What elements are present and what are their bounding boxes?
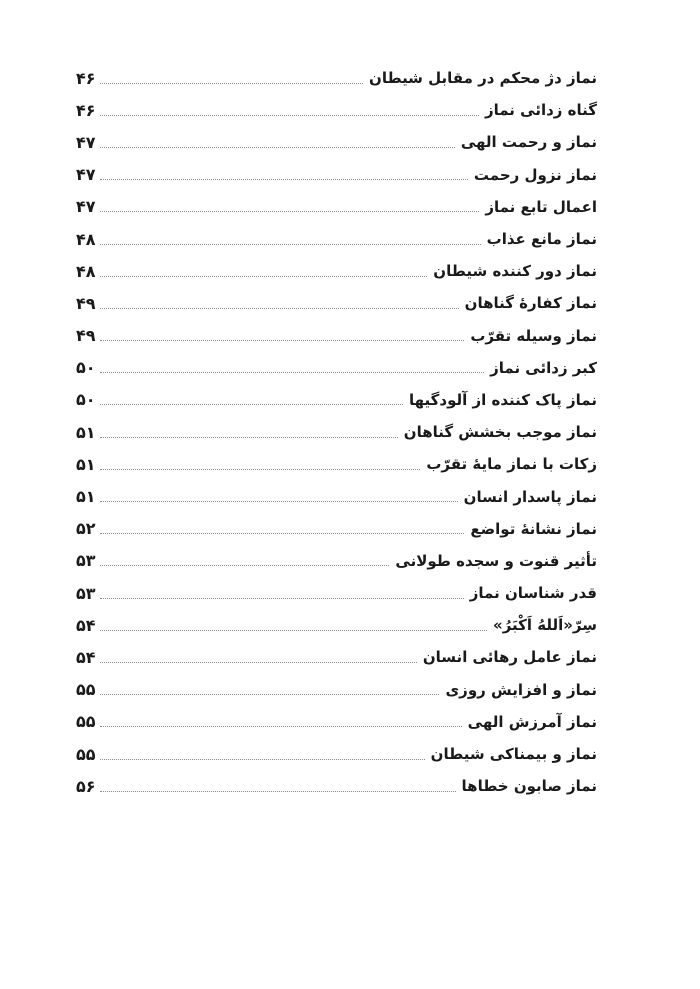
toc-entry-page: ۴۹ xyxy=(76,293,96,313)
dot-leader xyxy=(100,83,363,84)
toc-entry-page: ۴۶ xyxy=(76,100,96,120)
toc-entry-page: ۵۱ xyxy=(76,422,96,442)
toc-entry-title: نماز وسیله تقرّب xyxy=(470,326,597,345)
dot-leader xyxy=(100,437,398,438)
toc-entry-title: نماز نشانهٔ تواضع xyxy=(470,519,597,538)
toc-entry-page: ۵۴ xyxy=(76,647,96,667)
toc-entry-title: قدر شناسان نماز xyxy=(469,584,597,603)
dot-leader xyxy=(100,147,455,148)
toc-entry-title: نماز و افزایش روزی xyxy=(445,680,597,699)
toc-entry-title: نماز پاسدار انسان xyxy=(463,487,597,506)
dot-leader xyxy=(100,501,458,502)
toc-entry xyxy=(76,352,597,384)
toc-entry xyxy=(76,126,597,158)
toc-entry xyxy=(76,609,597,641)
dot-leader xyxy=(100,533,464,534)
toc-entry xyxy=(76,159,597,191)
toc-entry-page: ۵۶ xyxy=(76,776,96,796)
toc-entry-title: نماز عامل رهائی انسان xyxy=(422,648,597,667)
toc-entry xyxy=(76,320,597,352)
toc-entry xyxy=(76,706,597,738)
dot-leader xyxy=(100,759,425,760)
dot-leader xyxy=(100,598,464,599)
toc-entry-page: ۵۰ xyxy=(76,358,96,378)
dot-leader xyxy=(100,211,479,212)
toc-entry-title: نماز دژ محکم در مقابل شیطان xyxy=(369,69,597,88)
toc-entry xyxy=(76,287,597,319)
table-of-contents xyxy=(76,62,597,802)
toc-entry-title: اعمال تابع نماز xyxy=(485,197,597,216)
toc-entry-page: ۴۹ xyxy=(76,326,96,346)
toc-entry-title: نماز و بیمناکی شیطان xyxy=(430,745,597,764)
dot-leader xyxy=(100,694,439,695)
dot-leader xyxy=(100,308,459,309)
toc-entry-page: ۵۳ xyxy=(76,583,96,603)
toc-entry-title: زکات با نماز مایهٔ تقرّب xyxy=(426,455,597,474)
dot-leader xyxy=(100,726,462,727)
toc-entry-page: ۵۱ xyxy=(76,487,96,507)
toc-entry-title: نماز موجب بخشش گناهان xyxy=(403,423,597,442)
toc-entry xyxy=(76,62,597,94)
dot-leader xyxy=(100,662,417,663)
toc-entry-page: ۴۸ xyxy=(76,229,96,249)
toc-entry-page: ۴۸ xyxy=(76,261,96,281)
toc-entry-page: ۴۷ xyxy=(76,132,96,152)
toc-entry xyxy=(76,384,597,416)
toc-entry-page: ۵۱ xyxy=(76,454,96,474)
dot-leader xyxy=(100,469,420,470)
dot-leader xyxy=(100,179,468,180)
toc-entry xyxy=(76,223,597,255)
toc-entry xyxy=(76,416,597,448)
dot-leader xyxy=(100,404,403,405)
toc-entry xyxy=(76,255,597,287)
toc-entry-page: ۵۵ xyxy=(76,680,96,700)
toc-entry-page: ۵۰ xyxy=(76,390,96,410)
toc-entry xyxy=(76,674,597,706)
toc-entry-page: ۴۷ xyxy=(76,197,96,217)
toc-entry-title: سِرّ«اَللهُ اَکْبَرُ» xyxy=(493,616,597,635)
toc-entry-page: ۵۴ xyxy=(76,615,96,635)
toc-entry-title: کبر زدائی نماز xyxy=(490,358,597,377)
dot-leader xyxy=(100,791,456,792)
toc-entry xyxy=(76,641,597,673)
toc-entry xyxy=(76,738,597,770)
toc-entry xyxy=(76,545,597,577)
dot-leader xyxy=(100,630,487,631)
dot-leader xyxy=(100,115,479,116)
dot-leader xyxy=(100,276,427,277)
toc-entry-title: نماز کفارهٔ گناهان xyxy=(464,294,597,313)
toc-entry-page: ۴۷ xyxy=(76,165,96,185)
toc-entry-title: نماز دور کننده شیطان xyxy=(433,262,597,281)
toc-entry-title: تأثیر قنوت و سجده طولانی xyxy=(395,551,597,570)
toc-entry-title: نماز آمرزش الهی xyxy=(467,712,597,731)
toc-entry xyxy=(76,770,597,802)
dot-leader xyxy=(100,565,389,566)
toc-entry-page: ۵۳ xyxy=(76,551,96,571)
toc-entry-page: ۴۶ xyxy=(76,68,96,88)
toc-entry xyxy=(76,191,597,223)
toc-entry-page: ۵۵ xyxy=(76,712,96,732)
dot-leader xyxy=(100,340,464,341)
toc-entry xyxy=(76,448,597,480)
toc-entry xyxy=(76,577,597,609)
toc-entry-title: نماز و رحمت الهی xyxy=(460,133,597,152)
toc-entry-page: ۵۵ xyxy=(76,744,96,764)
toc-entry-title: نماز مانع عذاب xyxy=(486,230,597,249)
dot-leader xyxy=(100,372,484,373)
toc-entry xyxy=(76,94,597,126)
dot-leader xyxy=(100,244,481,245)
toc-entry-title: نماز صابون خطاها xyxy=(461,777,597,796)
toc-entry-title: نماز نزول رحمت xyxy=(473,165,597,184)
toc-entry xyxy=(76,513,597,545)
toc-entry-title: نماز پاک کننده از آلودگیها xyxy=(409,390,597,409)
toc-entry xyxy=(76,480,597,512)
toc-entry-page: ۵۲ xyxy=(76,519,96,539)
toc-entry-title: گناه زدائی نماز xyxy=(484,101,597,120)
